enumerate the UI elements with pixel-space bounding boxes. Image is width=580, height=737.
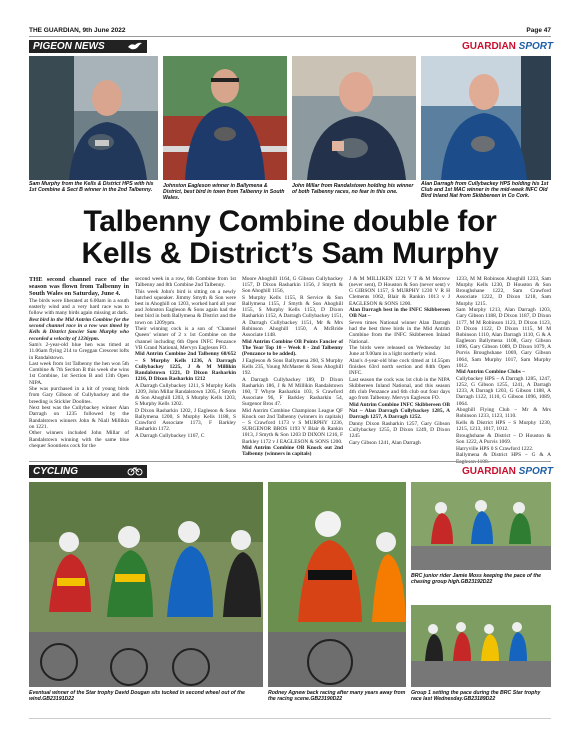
article-paragraph: A Darragh Cullybackey 189, D Dixon Rasharkin 186, J & M Millikin Randalstown 160, T Whyte Rasharkin 103, S Crawford Associate 96, F Barkley Rasharkin 54, Surgenor Bros 47. (242, 376, 343, 408)
article-column-2 (135, 276, 236, 456)
article-paragraph: Seven times National winner Alan Darragh had the best three birds in the Mid Antrim Combine from the INFC Skibbereen Inland National. (349, 320, 450, 345)
article-paragraph: J & M MILLIKEN 1221 V T & M Morrow (never sent), D Houston & Son (never sent) v G GIBSON 1157, S MURPHY 1230 V R H Clements 1062, Blair & Rankin 1013 v J EAGLESON & SONS 1200. (349, 276, 450, 307)
photo-group-one (411, 605, 551, 687)
article-paragraph: THE second channel race of the season was flown from Talbenny in South Wales on Saturday, June 4. (29, 276, 129, 298)
section-title: CYCLING (33, 466, 78, 477)
article-paragraph: Ahoghill Flying Club – Mr & Mrs Robinson 1233, 1123, 1110. (456, 407, 551, 420)
article-paragraph: Their winning cock is a son of ‘Channel Queen’ winner of 2 x 1st Combine on the channel including 6th Open INFC Penzance VB Grand National, Mervyn Eagleson FO. (135, 326, 236, 351)
article-column-1 (29, 276, 129, 456)
article-paragraph: Sam Murphy 1213, Alan Darragh 1203, Gary Gibson 1188, D Dixon 1187, D Dixon 1177, M M Robinson 1123, D Dixon 1123, D Dixon 1122, D Dixon 1115, M M Robinson 1110, Alan Darragh 1110, G & A Eagleson Ballymena 1108, Gary Gibson 1096, Gary Gibson 1089, D Dixon 1079, A Purvis Broughshane 1069, Gary Gibson 1064, Sam Murphy 1017, Sam Murphy 1012. (456, 307, 551, 369)
section-divider (29, 461, 551, 462)
guardian-sport-logo: GUARDIAN SPORT (462, 41, 553, 52)
article-paragraph: Alan Darragh best in the INFC Skibbereen OB Nat – (349, 307, 450, 320)
bicycle-icon (127, 466, 143, 476)
article-paragraph: Alan's 4-year-old blue cock timed at 14.55pm finishes 63rd north section and 84th Open INFC. (349, 358, 450, 377)
article-column-5 (456, 276, 551, 459)
caption-group-one: Group 1 setting the pace during the BRC Star trophy race last Wednesday.GB23189D22 (411, 690, 541, 703)
photo-jamie-moss (411, 482, 551, 570)
section-title: PIGEON NEWS (33, 41, 105, 52)
photo-alan-darragh (421, 56, 551, 180)
article-paragraph: Cullybackey HPS – A Darragh 1285, 1247, 1252, G Gibson 1255, 1241, A Darragh 1233, A Darragh 1203, G Gibson 1188, A Darragh 1122, 1110, G Gibson 1096, 1089, 1064. (456, 376, 551, 407)
article-paragraph: Ballymena & District HPS – G & A (456, 452, 551, 459)
photo-sam-murphy (29, 56, 158, 180)
page-number: Page 47 (526, 27, 551, 34)
article-paragraph: This week John's bird is sitting on a newly hatched squeaker. Jimmy Smyth & Son were best in Ahoghill on 1203, worked hard all year and Johnston Eagleson & Sons again had the best bird in both Ballymena & District and the town on 1209ypm. (135, 288, 236, 326)
article-paragraph: D Dixon Rasharkin 1202, J Eagleson & Sons Ballymena 1200, S Murphy Kells 1188, S Crawford Associate 1173, F Barkley Rasharkin 1172. (135, 407, 236, 433)
article-paragraph: Danny Dixon Rasharkin 1257, Gary Gibson Cullybackey 1255, D Dixon 1249, D Dixon 1245 (349, 421, 450, 440)
caption-johnston-eagleson: Johnston Eagleson winner in Ballymena & District, best bird in town from Talbenny in South Wales. (163, 183, 285, 202)
article-paragraph: Broughshane & District – D Houston & Son 1222, A Purvis 1069. (456, 432, 551, 446)
headline-line-2: Kells & District’s Sam Murphy (81, 237, 499, 270)
article-paragraph: Mid Antrim Combine Clubs – (456, 369, 525, 376)
cycling-banner (29, 465, 147, 478)
pigeon-icon (127, 41, 143, 51)
article-paragraph: A Darragh Cullybackey 1211, S Murphy Kells 1209, John Millar Randalstown 1205, J Smyth & Son Ahoghill 1203, S Murphy Kells 1203, S Murphy Kells 1202. (135, 382, 236, 408)
photo-peloton-dougan (29, 482, 263, 687)
article-paragraph: Other winners included John Millar of Randalstown winning with the same blue chequer Soontiens cock for the (29, 430, 129, 449)
article-paragraph: Best bird in the Mid Antrim Combine for the second channel race in a row was timed by Kells & District fancier Sam Murphy who recorded a velocity of 1236ypm. (29, 317, 129, 342)
article-column-4 (349, 276, 450, 456)
caption-alan-darragh: Alan Darragh from Cullybackey HPS holding his 1st Club and 1st MAC winner in the mid-week INFC Old Bird Inland Nat from Skibbereen in Co Cork. (421, 181, 549, 200)
article-paragraph: 1233, M M Robinson Ahoghill 1233, Sam Murphy Kells 1230, D Houston & Son Broughshane 1222, Sam Crawford Associate 1222, D Dixon 1218, Sam Murphy 1215. (456, 276, 551, 307)
article-paragraph: second week in a row, 6th Combine from 1st Talbenny and 8th Combine 2nd Talbenny. (135, 276, 236, 289)
article-paragraph: Mid Antrim Combine OB Knock out 2nd Talbenny (winners in capitals) (242, 445, 343, 458)
article-paragraph: Last week from 1st Talbenny the hen won 5th Combine & 7th Section B this week she wins 1st Combine, 1st Section B and 13th Open NIPA. (29, 361, 129, 386)
article-headline (29, 206, 551, 270)
article-paragraph: She was purchased in a kit of young birds from Gary Gibson of Cullybackey and the breeding is Stickler Doolites. (29, 386, 129, 405)
article-paragraph: Mid Antrim Combine OB Points Fancier of The Year Top 10 – Week 8 - 2nd Talbenny (Penzance to be added). (242, 338, 343, 357)
article-paragraph: Kells & District HPS – S Murphy 1230, 1215, 1213, 1017, 1012. (456, 420, 551, 433)
article-paragraph: Harryville HPS 0 S Crawford 1222. (456, 445, 534, 452)
publication-date: THE GUARDIAN, 9th June 2022 (29, 27, 126, 34)
guardian-sport-logo: GUARDIAN SPORT (462, 466, 553, 477)
article-paragraph: The birds were released on Wednesday 1st June at 9.00am in a light northerly wind. (349, 345, 450, 358)
article-paragraph: Mid Antrim Combine INFC Skibbereen OB Nat – Alan Darragh Cullybackey 1285, A Darragh 1257, A Darragh 1252. (349, 402, 450, 421)
article-column-3 (242, 276, 343, 456)
article-paragraph: S Murphy Kells 1155, R Service & Son Ballymena 1155, J Smyth & Son Ahoghill 1155, S Murphy Kells 1153, D Dixon Rasharkin 1152, A Darragh Cullybackey 1151, A Darragh Cullybackey 1151, Mr & Mrs Robinson Ahoghill 1150, A McBride Associate 1148. (242, 294, 343, 338)
article-paragraph: Mid Antrim Combine Champions League QF Knock out 2nd Talbenny (winners in capitals) – S Crawford 1173 v S MURPHY 1236, SURGENOR BROS 1193 V Blair & Rankin 1013, J Smyth & Son 1203 D DIXON 1216, F Barkley 1172 v J EAGLESON & SONS 1200. (242, 407, 343, 445)
footer-rule (29, 718, 551, 719)
caption-sam-murphy: Sam Murphy from the Kells & District HPS with his 1st Combine & Sect B winner in the 2nd Talbenny. (29, 181, 154, 194)
article-paragraph: The birds were liberated at 6.00am in a south easterly wind and a very hard race was to follow with many birds again missing at dark. (29, 298, 129, 317)
article-paragraph: Gary Gibson 1241, Alan Darragh (349, 440, 421, 447)
article-paragraph: Last season the cock was 1st club in the NIPA Skibbereen Inland National, and this season 4th club Penzance and 6th club out four days ago from Talbenny. Mervyn Eagleson FO. (349, 377, 450, 402)
article-paragraph: Sam's 2-year-old blue hen was timed at 11.06am flying 214 to Greggan Crescent lofts in Randalstown. (29, 342, 129, 361)
photo-rodney-agnew (268, 482, 406, 687)
headline-line-1: Talbenny Combine double for (83, 205, 497, 238)
pigeon-news-banner (29, 40, 147, 53)
article-paragraph: A Darragh Cullybackey 1167, C (135, 432, 205, 439)
photo-johnston-eagleson (163, 56, 287, 180)
caption-dougan: Eventual winner of the Star trophy David Dougan sits tucked in second wheel out of the wind.GB23191D22 (29, 690, 245, 703)
photo-john-millar (292, 56, 416, 180)
article-paragraph: Mid Antrim Combine 2nd Talbenny 68/652 – S Murphy Kells 1236, A Darragh Cullybackey 1225, J & M Millikin Randalstown 1221, D Dixon Rasharkin 1216, D Dixon Rasharkin 1212 (135, 351, 236, 382)
article-paragraph: Next best was the Cullybackey winner Alan Darragh on 1235 followed by the Randalstown winners John & Niall Millikin on 1221. (29, 405, 129, 430)
header-rule (29, 36, 551, 37)
caption-agnew: Rodney Agnew back racing after many years away from the racing scene.GB23190D22 (268, 690, 406, 703)
article-paragraph: J Eagleson & Sons Ballymena 260, S Murphy Kells 235, Young McMaster & Sons Ahoghill 192. (242, 357, 343, 376)
article-paragraph: Moore Ahoghill 1164, G Gibson Cullybackey 1157, D Dixon Rasharkin 1156, J Smyth & Son Ahoghill 1156, (242, 276, 343, 295)
caption-john-millar: John Millar from Randalstown holding his winner of both Talbenny races, no fear in this one. (292, 183, 414, 196)
caption-moss: BRC junior rider Jamie Moss keeping the pace of the chasing group high.GB23192D22 (411, 573, 542, 586)
